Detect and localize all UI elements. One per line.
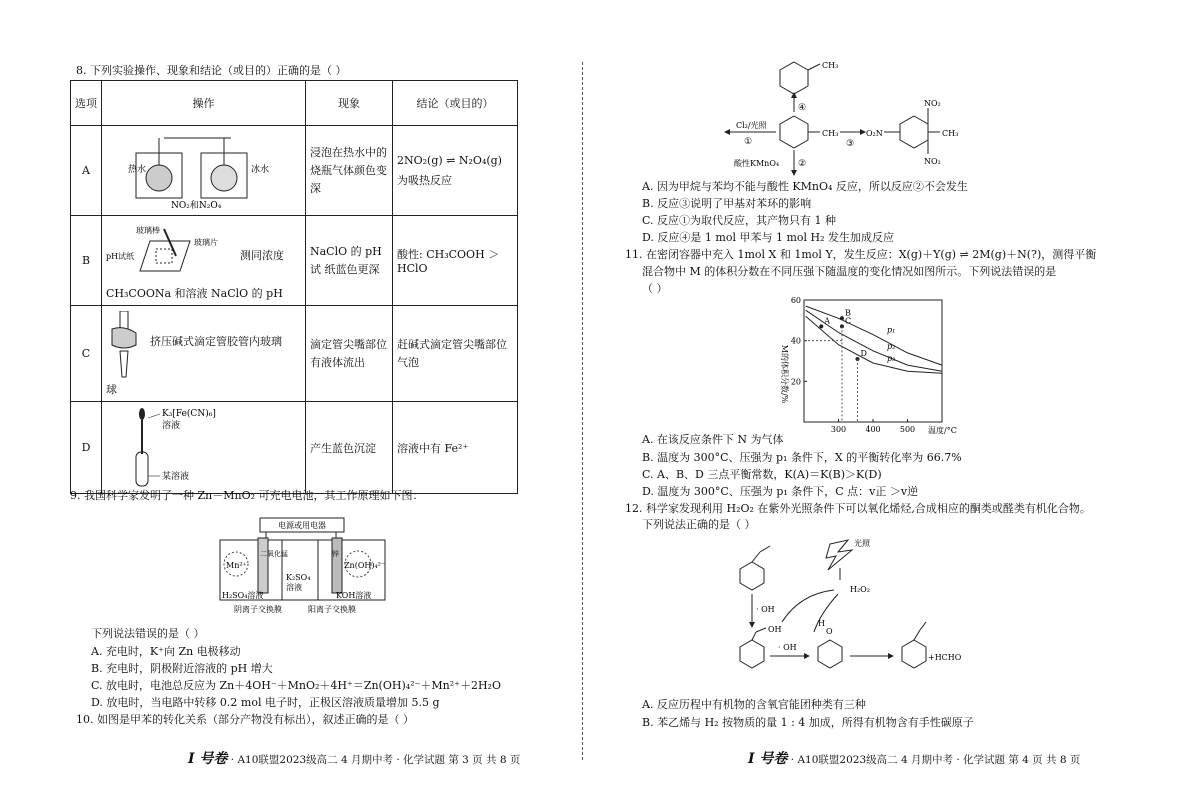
label-kmno4: 酸性KMnO₄ xyxy=(734,159,780,168)
q8-table xyxy=(70,80,518,494)
data-point-B xyxy=(840,316,844,320)
row-b-label: B xyxy=(71,216,102,306)
styrene-oxidation-figure xyxy=(730,534,970,694)
label-oh-radical-1: · OH xyxy=(756,605,775,614)
q10-stem: 10. 如图是甲苯的转化关系（部分产物没有标出），叙述正确的是（ ） xyxy=(76,713,414,726)
q11-option-d: D. 温度为 300°C、压强为 p₁ 条件下，C 点：v正 ＞v逆 xyxy=(642,485,919,498)
row-d-operation xyxy=(102,402,306,494)
label-cation-membrane: 阳离子交换膜 xyxy=(308,605,356,614)
label-ho-h: H xyxy=(818,619,825,628)
series-line-1 xyxy=(806,306,942,365)
label-k2so4: K₂SO₄ xyxy=(286,573,311,582)
label-ch3-tnt: CH₃ xyxy=(942,129,959,138)
point-label-C: C xyxy=(844,316,852,326)
q10-option-d: D. 反应④是 1 mol 甲苯与 1 mol H₂ 发生加成反应 xyxy=(642,231,895,244)
series-label-3: p₃ xyxy=(887,354,896,364)
label-h2o2: H₂O₂ xyxy=(850,585,870,594)
label-step3: ③ xyxy=(846,139,855,149)
row-b-op-text: 测同浓度 xyxy=(240,248,284,262)
label-anion-membrane: 阴离子交换膜 xyxy=(234,605,282,614)
q10-option-c: C. 反应①为取代反应，其产物只有 1 种 xyxy=(642,214,837,227)
label-h2so4: H₂SO₄溶液 xyxy=(222,591,264,600)
row-a-operation xyxy=(102,126,306,216)
y-tick-label: 40 xyxy=(790,336,801,346)
q12-stem-line1: 12. 科学家发现利用 H₂O₂ 在紫外光照条件下可以氧化烯烃,合成相应的酮类或醛类有机化合物。 xyxy=(625,502,1091,515)
q12-option-a: A. 反应历程中有机物的含氧官能团种类有三种 xyxy=(642,698,866,711)
q10-option-a: A. 因为甲烷与苯均不能与酸性 KMnO₄ 反应，所以反应②不会发生 xyxy=(642,180,968,193)
q12-stem-line2: 下列说法正确的是（ ） xyxy=(642,518,756,531)
ph-paper-figure xyxy=(106,221,236,283)
q9-option-d: D. 放电时，当电路中转移 0.2 mol 电子时，正极区溶液质量增加 5.5 g xyxy=(91,696,440,709)
label-no2-bottom: NO₂ xyxy=(924,157,941,166)
header-phenomenon: 现象 xyxy=(306,81,393,126)
row-b-op-text2: CH₃COONa 和溶液 NaClO 的 pH xyxy=(106,286,283,300)
toluene-conversion-figure xyxy=(716,58,976,176)
label-power-supply: 电源或用电器 xyxy=(278,521,326,530)
brand-logo-right: I 号卷 xyxy=(748,751,788,767)
label-hot-water: 热水 xyxy=(128,165,147,175)
footer-right xyxy=(748,748,1080,768)
label-koh: KOH溶液 xyxy=(336,591,372,600)
label-oh-3: OH xyxy=(768,625,782,634)
label-glass-rod: 玻璃棒 xyxy=(136,225,160,235)
label-gas: NO₂和N₂O₄ xyxy=(171,201,222,210)
series-label-1: p₁ xyxy=(887,325,896,335)
q11-option-c: C. A、B、D 三点平衡常数，K(A)＝K(B)＞K(D) xyxy=(642,468,882,481)
label-zn-oh: Zn(OH)₄²⁻ xyxy=(344,561,386,570)
row-b-operation xyxy=(102,216,306,306)
label-hcho: +HCHO xyxy=(928,653,962,662)
point-label-B: B xyxy=(844,308,851,318)
q8-stem: 8. 下列实验操作、现象和结论（或目的）正确的是（ ） xyxy=(76,64,347,77)
q9-option-a: A. 充电时，K⁺向 Zn 电极移动 xyxy=(91,645,241,658)
label-ice-water: 冰水 xyxy=(251,165,270,175)
row-d-label: D xyxy=(71,402,102,494)
chart-y-label: M的体积分数/% xyxy=(780,344,789,404)
q11-stem-line3: （ ） xyxy=(642,282,668,295)
label-zn-electrode: 锌 xyxy=(332,550,339,558)
label-glass-plate: 玻璃片 xyxy=(194,237,218,247)
label-step2: ② xyxy=(798,159,807,169)
q11-equilibrium-chart xyxy=(770,292,970,444)
row-c-op-text: 挤压碱式滴定管胶管内玻璃 xyxy=(150,334,282,348)
label-ho-o: O xyxy=(826,627,833,636)
row-c-op-text2: 球 xyxy=(106,382,117,396)
label-ch3-top: CH₃ xyxy=(822,61,839,70)
data-point-A xyxy=(819,324,823,328)
row-d-conclusion: 溶液中有 Fe²⁺ xyxy=(393,402,518,494)
label-mno2-electrode: 二氧化锰 xyxy=(260,550,288,558)
row-a-phenomenon: 浸泡在热水中的烧瓶气体颜色变深 xyxy=(306,126,393,216)
row-c-conclusion: 赶碱式滴定管尖嘴部位气泡 xyxy=(393,306,518,402)
q9-option-c: C. 放电时，电池总反应为 Zn＋4OH⁻＋MnO₂＋4H⁺＝Zn(OH)₄²⁻＋Mn²⁺＋2H₂O xyxy=(91,679,501,692)
q11-option-a: A. 在该反应条件下 N 为气体 xyxy=(642,433,784,446)
row-a-conclusion: 2NO₂(g) ⇌ N₂O₄(g) 为吸热反应 xyxy=(393,126,518,216)
label-light: 光照 xyxy=(854,539,870,548)
q11-stem-line2: 混合物中 M 的体积分数在不同压强下随温度的变化情况如图所示。下列说法错误的是 xyxy=(642,265,1057,278)
series-label-2: p₂ xyxy=(887,341,896,351)
label-step4: ④ xyxy=(798,103,807,113)
row-d-phenomenon: 产生蓝色沉淀 xyxy=(306,402,393,494)
y-tick-label: 20 xyxy=(790,377,801,387)
header-operation: 操作 xyxy=(102,81,306,126)
x-tick-label: 500 xyxy=(899,425,916,434)
q11-stem-line1: 11. 在密闭容器中充入 1mol X 和 1mol Y，发生反应：X(g)＋Y(g) ⇌ 2M(g)＋N(?)，测得平衡 xyxy=(625,248,1097,261)
header-conclusion: 结论（或目的） xyxy=(393,81,518,126)
burette-hand-figure xyxy=(106,311,146,379)
label-cl2: Cl₂/光照 xyxy=(736,121,767,130)
page-divider xyxy=(582,62,583,760)
label-reagent: K₃[Fe(CN)₆] xyxy=(162,409,216,419)
label-step1: ① xyxy=(744,137,753,147)
label-reagent-solution: 溶液 xyxy=(162,421,181,431)
q10-option-b: B. 反应③说明了甲基对苯环的影响 xyxy=(642,197,812,210)
q9-option-b: B. 充电时，阴极附近溶液的 pH 增大 xyxy=(91,662,273,675)
label-sample-solution: 某溶液 xyxy=(162,472,190,482)
footer-right-text: · A10联盟2023级高二 4 月期中考 · 化学试题 第 4 页 共 8 页 xyxy=(790,754,1081,766)
q11-option-b: B. 温度为 300°C、压强为 p₁ 条件下，X 的平衡转化率为 66.7% xyxy=(642,451,962,464)
row-c-phenomenon: 滴定管尖嘴部位有液体流出 xyxy=(306,306,393,402)
row-c-label: C xyxy=(71,306,102,402)
header-option: 选项 xyxy=(71,81,102,126)
label-ch3-mid: CH₃ xyxy=(822,129,839,138)
footer-left xyxy=(188,748,520,768)
q9-stem: 9. 我国科学家发明了一种 Zn－MnO₂ 可充电电池，其工作原理如下图： xyxy=(70,489,424,502)
label-ph-paper: pH试纸 xyxy=(106,251,135,261)
footer-left-text: · A10联盟2023级高二 4 月期中考 · 化学试题 第 3 页 共 8 页 xyxy=(230,754,521,766)
q9-prompt: 下列说法错误的是（ ） xyxy=(91,627,205,640)
dropper-test-tube-figure xyxy=(106,404,301,488)
row-b-phenomenon: NaClO 的 pH 试 纸蓝色更深 xyxy=(306,216,393,306)
label-oh-radical-2: · OH xyxy=(778,643,797,652)
point-label-D: D xyxy=(860,348,867,358)
point-label-A: A xyxy=(824,316,831,326)
battery-diagram xyxy=(218,516,398,616)
label-o2n: O₂N xyxy=(866,129,883,138)
chart-x-label: 温度/°C xyxy=(928,426,957,435)
row-b-conclusion: 酸性: CH₃COOH ＞HClO xyxy=(393,216,518,306)
row-c-operation xyxy=(102,306,306,402)
y-tick-label: 60 xyxy=(790,296,801,305)
x-tick-label: 400 xyxy=(865,425,881,434)
label-k2so4-solution: 溶液 xyxy=(286,583,302,592)
label-no2-top: NO₂ xyxy=(924,99,941,108)
brand-logo: I 号卷 xyxy=(188,751,228,767)
label-mn: Mn²⁺ xyxy=(226,561,247,570)
no2-flask-apparatus-figure xyxy=(106,128,301,210)
q12-option-b: B. 苯乙烯与 H₂ 按物质的量 1 : 4 加成，所得有机物含有手性碳原子 xyxy=(642,716,974,729)
row-a-label: A xyxy=(71,126,102,216)
x-tick-label: 300 xyxy=(830,425,847,434)
